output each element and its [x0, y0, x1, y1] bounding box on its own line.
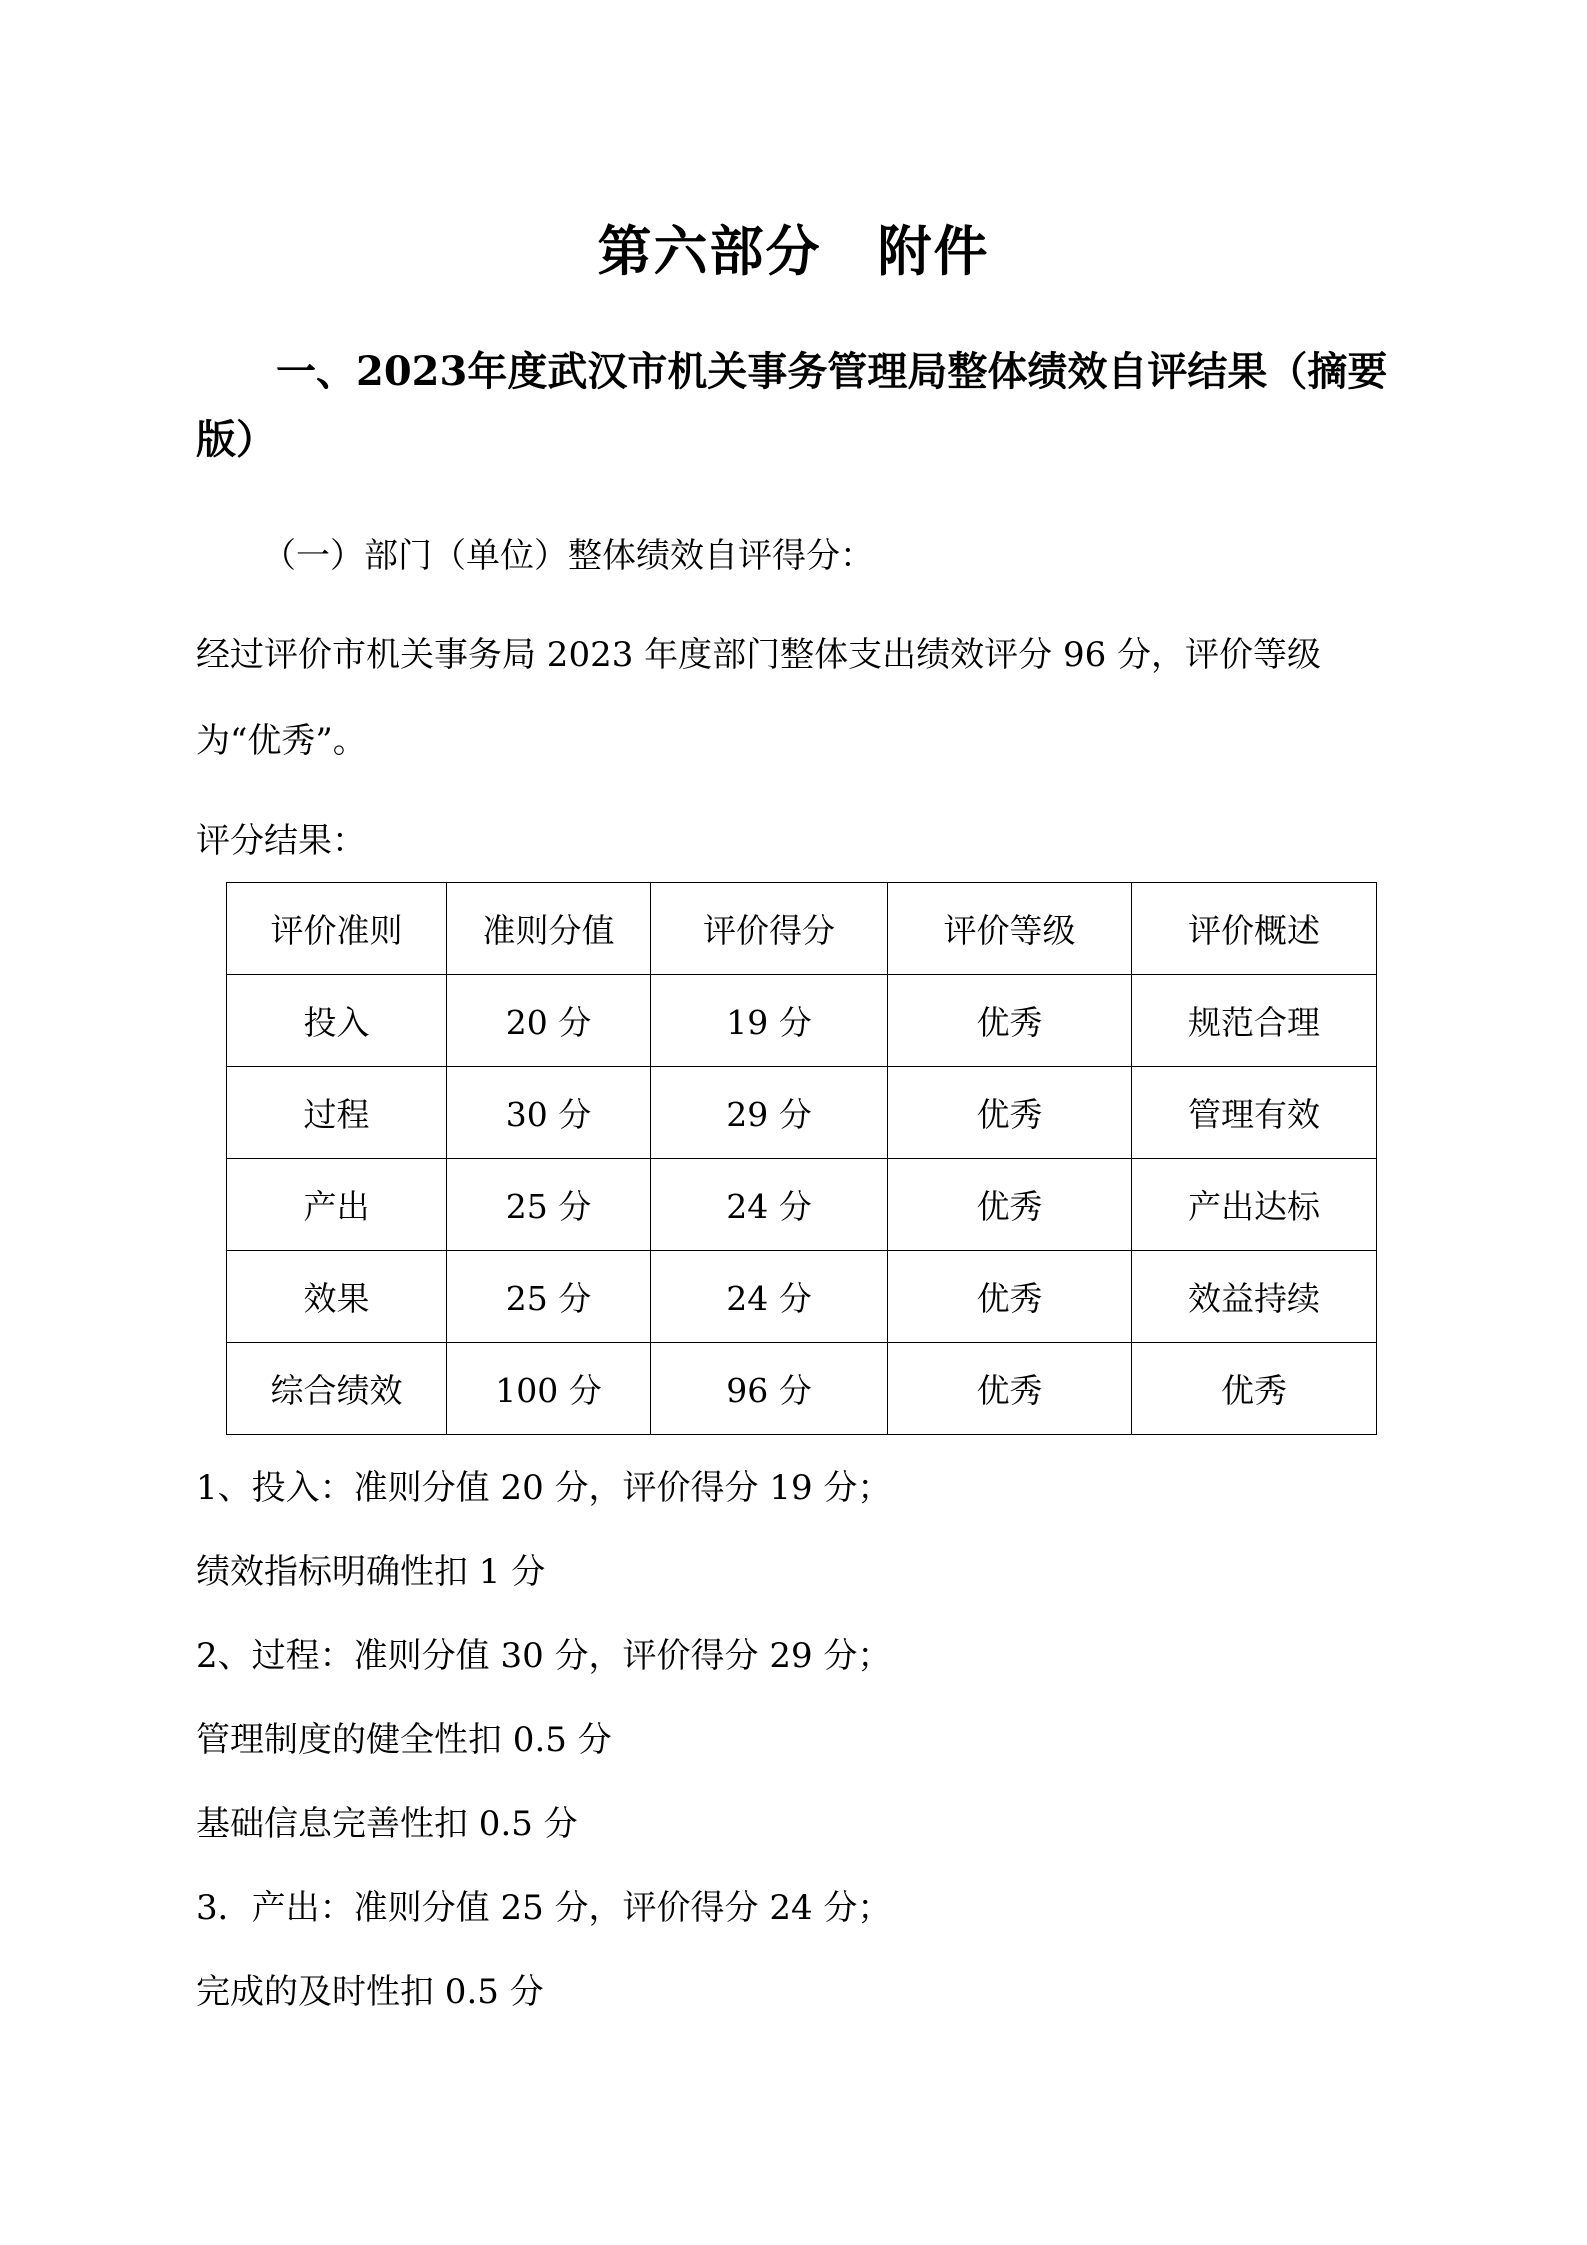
- detail-line: 3．产出：准则分值 25 分，评价得分 24 分；: [196, 1888, 892, 1928]
- table-header-cell: 评价得分: [651, 883, 888, 975]
- page-title: 第六部分 附件: [597, 220, 990, 283]
- table-header-row: [227, 883, 1377, 975]
- table-cell: 优秀: [1132, 1343, 1377, 1435]
- detail-line: 绩效指标明确性扣 1 分: [196, 1552, 546, 1592]
- score-table: [226, 882, 1377, 1435]
- table-row: [227, 1067, 1377, 1159]
- table-cell: 投入: [227, 975, 447, 1067]
- table-cell: 20 分: [447, 975, 651, 1067]
- table-row: [227, 1251, 1377, 1343]
- table-cell: 优秀: [888, 1251, 1132, 1343]
- detail-line: 完成的及时性扣 0.5 分: [196, 1972, 544, 2012]
- detail-line: 管理制度的健全性扣 0.5 分: [196, 1720, 612, 1760]
- table-row: [227, 975, 1377, 1067]
- table-header-cell: 准则分值: [447, 883, 651, 975]
- table-cell: 优秀: [888, 1067, 1132, 1159]
- table-header-cell: 评价准则: [227, 883, 447, 975]
- summary-paragraph: 经过评价市机关事务局 2023 年度部门整体支出绩效评分 96 分，评价等级为“优秀”。: [196, 635, 1322, 761]
- table-cell: 30 分: [447, 1067, 651, 1159]
- detail-line: 1、投入：准则分值 20 分，评价得分 19 分；: [196, 1468, 892, 1508]
- table-cell: 29 分: [651, 1067, 888, 1159]
- table-cell: 100 分: [447, 1343, 651, 1435]
- table-cell: 效益持续: [1132, 1251, 1377, 1343]
- table-cell: 25 分: [447, 1251, 651, 1343]
- detail-line: 2、过程：准则分值 30 分，评价得分 29 分；: [196, 1636, 892, 1676]
- table-cell: 优秀: [888, 1159, 1132, 1251]
- table-cell: 过程: [227, 1067, 447, 1159]
- detail-line: 基础信息完善性扣 0.5 分: [196, 1804, 578, 1844]
- table-header-cell: 评价概述: [1132, 883, 1377, 975]
- table-cell: 24 分: [651, 1251, 888, 1343]
- subheading: （一）部门（单位）整体绩效自评得分：: [262, 536, 874, 576]
- table-cell: 优秀: [888, 975, 1132, 1067]
- table-cell: 19 分: [651, 975, 888, 1067]
- table-row: [227, 1343, 1377, 1435]
- results-label: 评分结果：: [196, 821, 366, 861]
- table-cell: 优秀: [888, 1343, 1132, 1435]
- table-cell: 产出达标: [1132, 1159, 1377, 1251]
- table-cell: 综合绩效: [227, 1343, 447, 1435]
- table-cell: 效果: [227, 1251, 447, 1343]
- table-cell: 管理有效: [1132, 1067, 1377, 1159]
- table-cell: 产出: [227, 1159, 447, 1251]
- table-cell: 24 分: [651, 1159, 888, 1251]
- table-row: [227, 1159, 1377, 1251]
- table-cell: 25 分: [447, 1159, 651, 1251]
- table-cell: 96 分: [651, 1343, 888, 1435]
- table-cell: 规范合理: [1132, 975, 1377, 1067]
- table-header-cell: 评价等级: [888, 883, 1132, 975]
- section-heading: 一、2023年度武汉市机关事务管理局整体绩效自评结果（摘要版）: [196, 348, 1388, 463]
